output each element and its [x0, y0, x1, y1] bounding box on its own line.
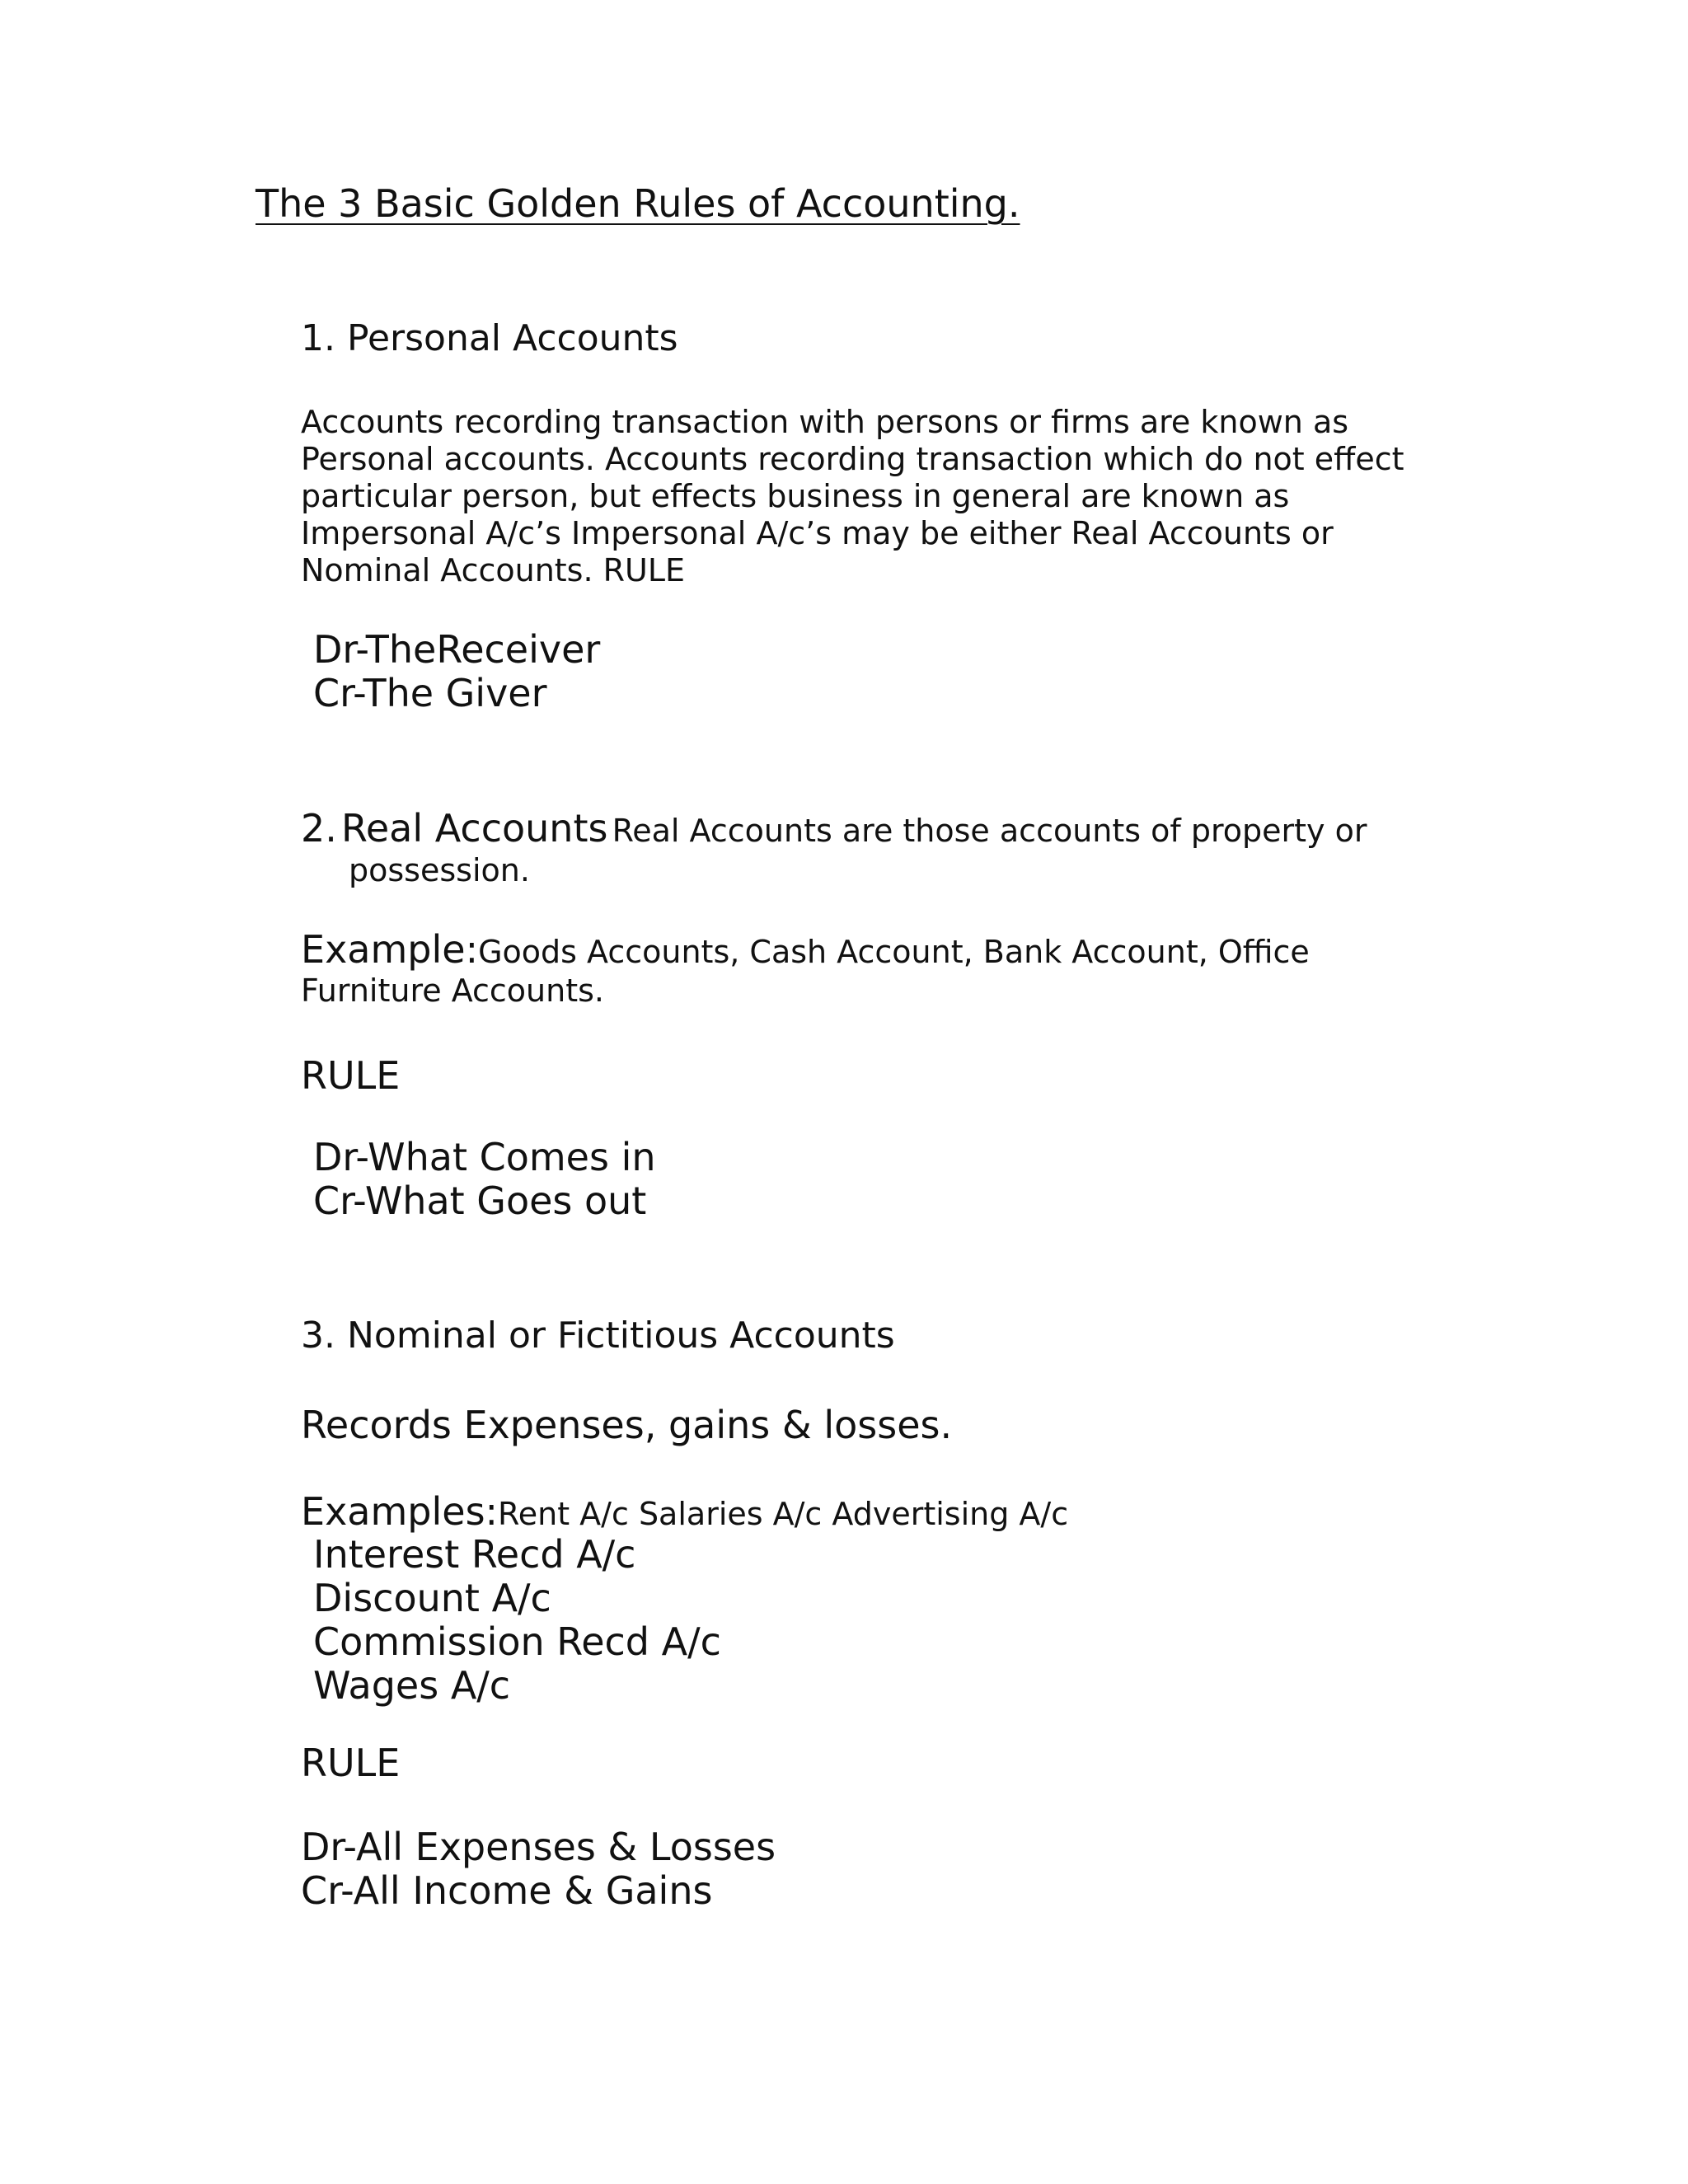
- debit-rule: Dr-What Comes in: [313, 1135, 656, 1179]
- paragraph-line: Accounts recording transaction with persons or firms are known as: [301, 404, 1349, 440]
- list-item: Commission Recd A/c: [313, 1619, 721, 1664]
- section-2-rules: [313, 1136, 656, 1223]
- section-2-description-cont: possession.: [349, 852, 530, 888]
- section-2-rule-label: RULE: [301, 1053, 401, 1098]
- section-3-rule-label: RULE: [301, 1741, 401, 1785]
- section-3-description: Records Expenses, gains & losses.: [301, 1403, 953, 1447]
- section-1-heading: [301, 317, 678, 359]
- credit-rule: Cr-The Giver: [313, 671, 547, 715]
- section-3-examples: [301, 1489, 1068, 1534]
- section-3-heading: [301, 1315, 895, 1357]
- section-3-title: Nominal or Fictitious Accounts: [346, 1315, 895, 1357]
- section-3-examples-list: [313, 1533, 721, 1708]
- credit-rule: Cr-What Goes out: [313, 1179, 647, 1223]
- paragraph-line: Nominal Accounts. RULE: [301, 552, 686, 588]
- examples-label: Examples:: [301, 1489, 499, 1534]
- debit-rule: Dr-TheReceiver: [313, 627, 601, 672]
- paragraph-line: particular person, but effects business in general are known as: [301, 478, 1290, 514]
- section-3-number: 3.: [301, 1315, 335, 1357]
- section-2-heading: [301, 806, 1367, 851]
- section-2-title: Real Accounts: [340, 806, 608, 851]
- paragraph-line: Personal accounts. Accounts recording transaction which do not effect: [301, 441, 1404, 477]
- section-1-rules: [313, 628, 600, 715]
- examples-first-line: Rent A/c Salaries A/c Advertising A/c: [498, 1496, 1069, 1532]
- section-2-description: Real Accounts are those accounts of property or: [612, 813, 1367, 849]
- section-1-number: 1.: [301, 317, 335, 359]
- document-title: The 3 Basic Golden Rules of Accounting.: [256, 181, 1020, 226]
- section-2-number: 2.: [301, 806, 337, 851]
- credit-rule: Cr-All Income & Gains: [301, 1868, 713, 1913]
- example-label: Example:: [301, 927, 479, 972]
- section-1-paragraph: [301, 404, 1404, 589]
- section-2-example-cont: Furniture Accounts.: [301, 972, 604, 1009]
- paragraph-line: Impersonal A/c’s Impersonal A/c’s may be either Real Accounts or: [301, 515, 1334, 551]
- section-3-rules: [301, 1825, 776, 1913]
- list-item: Interest Recd A/c: [313, 1532, 636, 1577]
- section-2-example: [301, 927, 1310, 972]
- list-item: Wages A/c: [313, 1663, 511, 1708]
- section-1-title: Personal Accounts: [346, 317, 678, 359]
- example-text: Goods Accounts, Cash Account, Bank Account, Office: [478, 934, 1310, 970]
- list-item: Discount A/c: [313, 1576, 551, 1620]
- debit-rule: Dr-All Expenses & Losses: [301, 1825, 776, 1869]
